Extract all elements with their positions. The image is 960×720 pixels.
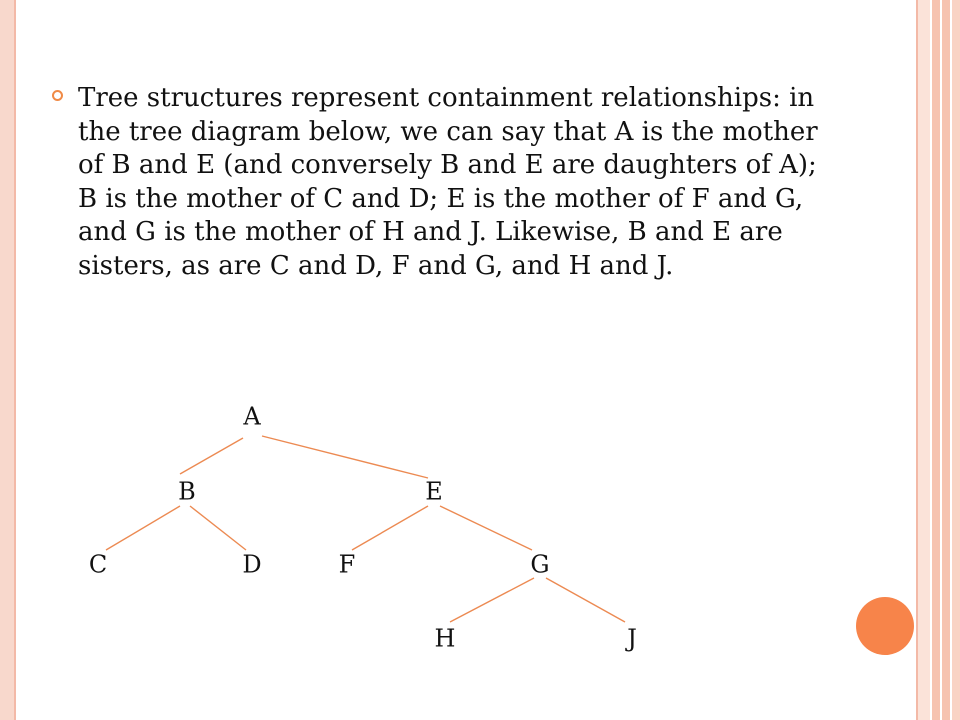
node-a: A: [243, 402, 261, 431]
edge-a-b: [180, 438, 243, 474]
node-g: G: [530, 550, 550, 579]
edge-b-d: [190, 506, 246, 550]
tree-labels: [89, 403, 637, 653]
edge-e-g: [440, 506, 532, 550]
node-h: H: [434, 624, 456, 653]
edge-b-c: [106, 506, 180, 550]
node-c: C: [88, 550, 108, 579]
edge-a-e: [262, 436, 428, 478]
edge-g-j: [546, 578, 625, 622]
node-e: E: [425, 477, 443, 506]
node-d: D: [242, 550, 262, 579]
orange-circle-decoration: [856, 597, 914, 655]
node-j: J: [627, 624, 637, 653]
edge-g-h: [450, 578, 534, 622]
node-f: F: [338, 550, 356, 579]
bullet-text: Tree structures represent containment relationships: in the tree diagram below, we can say that A is the mother of B and E (and conversely B and E are daughters of A); B is the mother of C and D; E is the mother of F and G, and G is the mother of H and J. Likewise, B and E are sisters, as are C and D, F and G, and H and J.: [78, 83, 818, 281]
tree-edges: [106, 436, 625, 622]
edge-e-f: [352, 506, 428, 550]
node-b: B: [178, 477, 196, 506]
